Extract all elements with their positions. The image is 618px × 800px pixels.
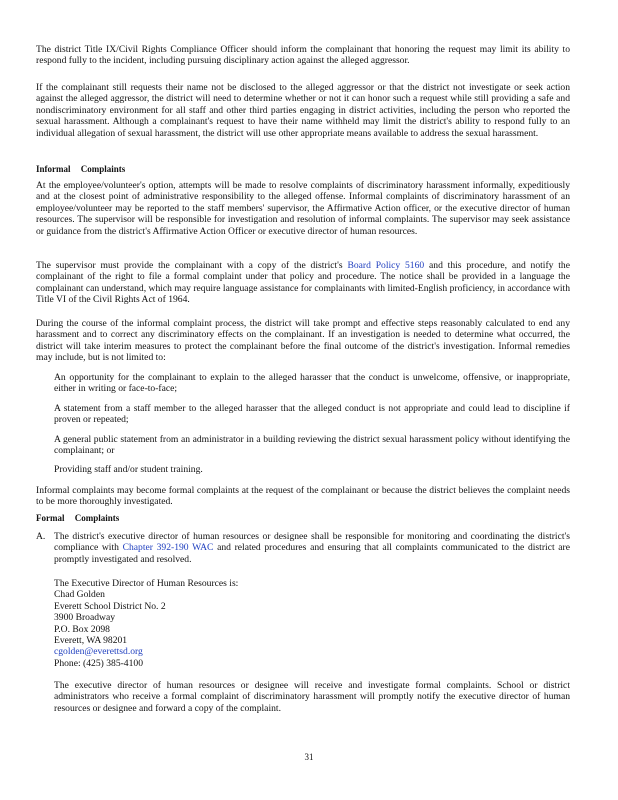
bullet-text: Providing staff and/or student training.: [54, 464, 203, 475]
contact-name: Chad Golden: [54, 589, 105, 601]
page-number: 31: [304, 752, 314, 762]
paragraph-supervisor-notice: [36, 260, 570, 306]
item-a-marker: A.: [36, 531, 46, 542]
list-item-a: [36, 531, 570, 565]
bullet-text: A general public statement from an administrator in a building reviewing the district sexual harassment policy without identifying the complainant; or: [54, 434, 570, 457]
address-intro: The Executive Director of Human Resources is:: [54, 578, 239, 589]
bullet-text: A statement from a staff member to the alleged harasser that the alleged conduct is not appropriate and could lead to discipline if proven or repeated;: [54, 403, 570, 426]
wac-chapter-link[interactable]: Chapter 392-190 WAC: [122, 542, 214, 554]
item-a-text: [54, 531, 570, 565]
list-item: [36, 372, 570, 395]
paragraph-inform-complainant: The district Title IX/Civil Rights Compliance Officer should inform the complainant that honoring the request may limit its ability to respond fully to the incident, including pursuing disciplinary action against the alleged aggressor.: [36, 44, 570, 67]
contact-address-block: [54, 578, 238, 669]
list-item: [36, 464, 570, 475]
heading-formal-complaints: Formal Complaints: [36, 513, 120, 523]
p4-text-before: The supervisor must provide the complainant with a copy of the district's: [36, 260, 348, 271]
list-item: [36, 403, 570, 426]
list-item: [36, 434, 570, 457]
paragraph-name-withheld: If the complainant still requests their name not be disclosed to the alleged aggressor or that the district not investigate or seek action against the alleged aggressor, the district will need to determine whether or not it can honor such a request while still providing a safe and nondiscriminatory environment for all staff and other third parties engaging in district activities, including the person who reported the sexual harassment. Although a complainant's request to have their name withheld may limit the district's ability to respond fully to an individual allegation of sexual harassment, the district will use other appropriate means available to address the sexual harassment.: [36, 82, 570, 139]
paragraph-informal-to-formal: Informal complaints may become formal complaints at the request of the complainant or because the district believes the complaint needs to be more thoroughly investigated.: [36, 485, 570, 508]
heading-informal-complaints: Informal Complaints: [36, 164, 126, 174]
contact-street: 3900 Broadway: [54, 612, 116, 624]
paragraph-informal-process: During the course of the informal complaint process, the district will take prompt and effective steps reasonably calculated to end any harassment and to correct any discriminatory effects on the complainant. If an investigation is needed to determine what occurred, the district will take interim measures to protect the complainant before the final outcome of the district's investigation. Informal remedies may include, but is not limited to:: [36, 318, 570, 364]
contact-phone: Phone: (425) 385-4100: [54, 657, 143, 669]
contact-city: Everett, WA 98201: [54, 634, 128, 646]
bullet-text: An opportunity for the complainant to explain to the alleged harasser that the conduct is unwelcome, offensive, or inappropriate, either in writing or face-to-face;: [54, 372, 570, 395]
paragraph-formal-investigation: The executive director of human resources or designee will receive and investigate formal complaints. School or district administrators who receive a formal complaint of discriminatory harassment will promptly notify the executive director of human resources or designee and forward a copy of the complaint.: [54, 680, 570, 714]
contact-organization: Everett School District No. 2: [54, 600, 166, 612]
p4-text-after: and this procedure, and notify the complainant of the right to file a formal complaint under that policy and procedure. The notice shall be provided in a language the complainant can understand, which may require language assistance for complainants with limited-English proficiency, in accordance with Title VI of the Civil Rights Act of 1964.: [36, 260, 570, 306]
contact-email-link[interactable]: cgolden@everettsd.org: [54, 646, 143, 658]
board-policy-link[interactable]: Board Policy 5160: [347, 260, 425, 271]
item-a-text-before: The district's executive director of human resources or designee shall be responsible for monitoring and coordinating the district's compliance with: [54, 531, 570, 554]
paragraph-informal-resolution: At the employee/volunteer's option, attempts will be made to resolve complaints of discriminatory harassment informally, expeditiously and at the closest point of administrative responsibility to the alleged offense. Informal complaints of discriminatory harassment of an employee/volunteer may be reported to the staff members' supervisor, the Affirmative Action officer, or the executive director of human resources. The supervisor will be responsible for investigation and resolution of informal complaints. The supervisor may seek assistance or guidance from the district's Affirmative Action Officer or executive director of human resources.: [36, 180, 570, 237]
contact-pobox: P.O. Box 2098: [54, 623, 110, 635]
item-a-text-after: and related procedures and ensuring that all complaints communicated to the district are promptly investigated and resolved.: [54, 542, 570, 565]
